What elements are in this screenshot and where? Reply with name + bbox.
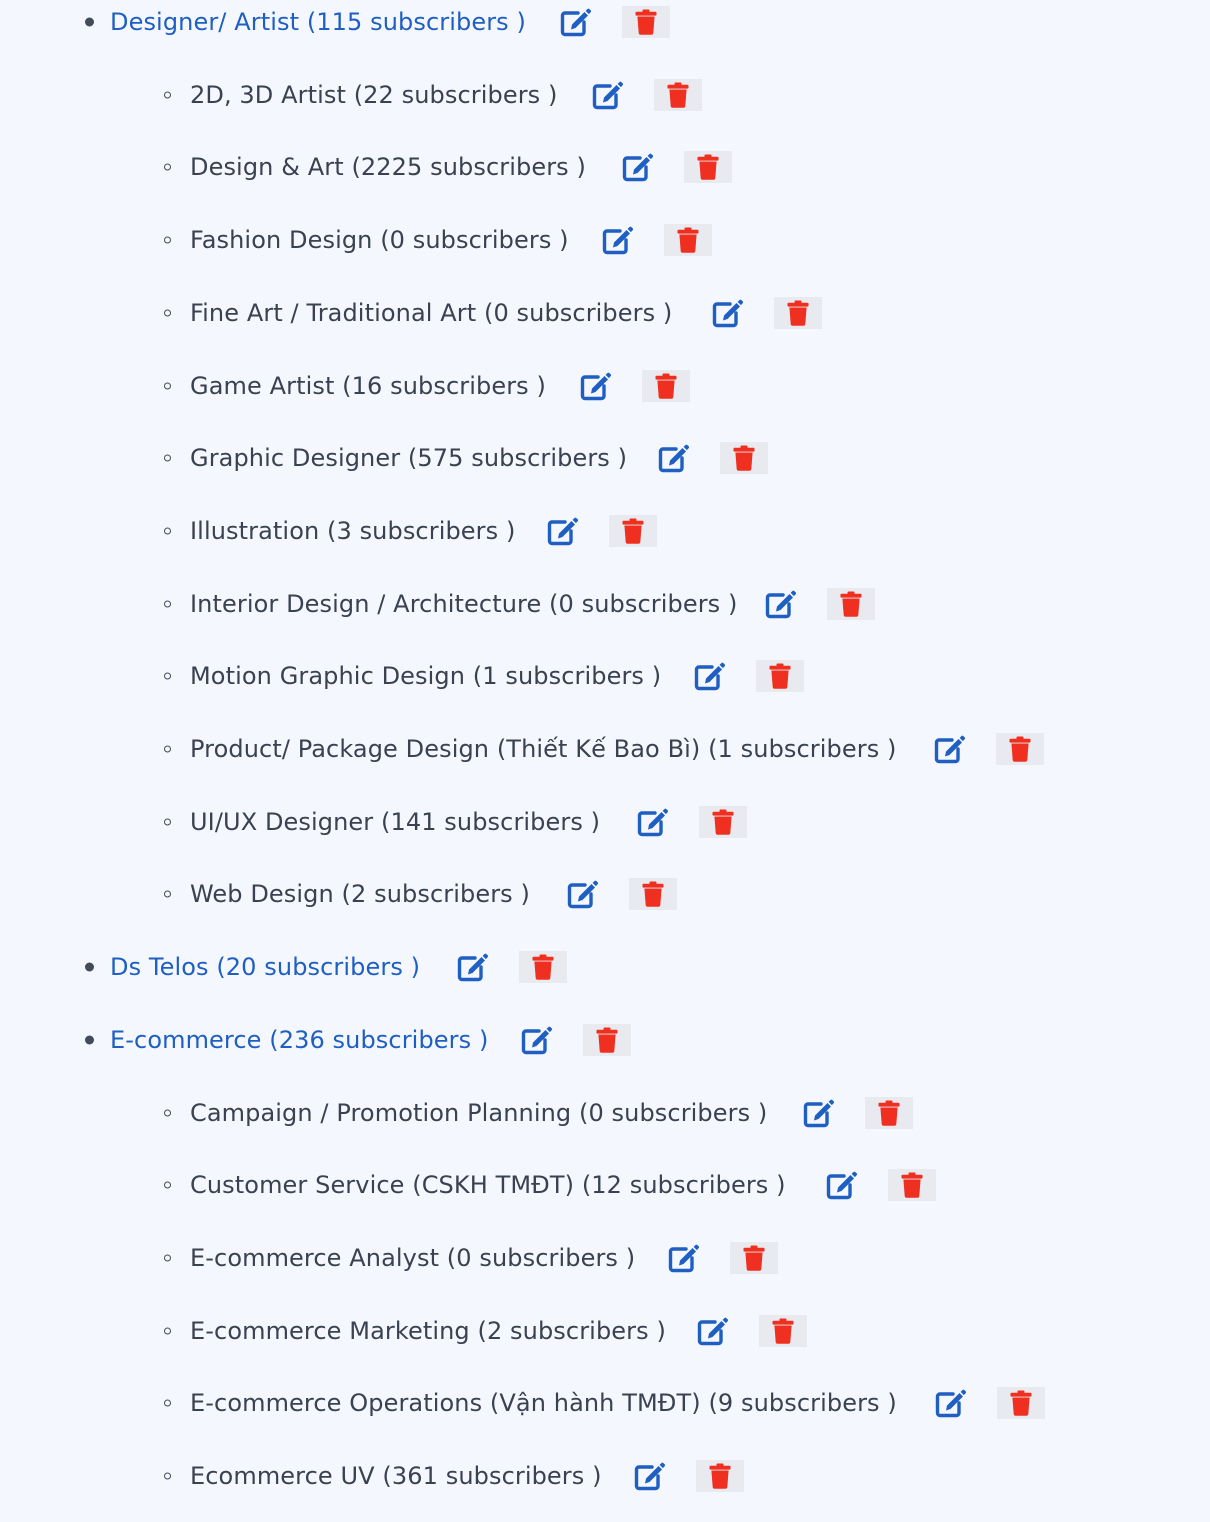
bullet-icon bbox=[164, 673, 171, 680]
subcategory-item bbox=[0, 727, 1210, 771]
bullet-icon bbox=[85, 18, 94, 27]
subcategory-label: Product/ Package Design (Thiết Kế Bao Bì) (1 subscribers ) bbox=[190, 735, 897, 763]
delete-button[interactable] bbox=[654, 79, 702, 111]
subcategory-label: UI/UX Designer (141 subscribers ) bbox=[190, 807, 601, 836]
delete-button[interactable] bbox=[827, 588, 875, 620]
edit-icon bbox=[825, 1170, 857, 1200]
edit-button[interactable] bbox=[590, 78, 624, 112]
edit-button[interactable] bbox=[801, 1096, 835, 1130]
edit-button[interactable] bbox=[620, 150, 654, 184]
bullet-icon bbox=[164, 600, 171, 607]
edit-icon bbox=[456, 952, 488, 982]
row-actions bbox=[600, 223, 712, 257]
edit-button[interactable] bbox=[656, 441, 690, 475]
delete-button[interactable] bbox=[519, 951, 567, 983]
delete-button[interactable] bbox=[664, 224, 712, 256]
subcategory-item bbox=[0, 654, 1210, 698]
subcategory-item bbox=[0, 364, 1210, 408]
subcategory-label: Graphic Designer (575 subscribers ) bbox=[190, 444, 628, 473]
trash-icon bbox=[787, 300, 809, 326]
edit-icon bbox=[566, 879, 598, 909]
trash-icon bbox=[622, 518, 644, 544]
bullet-icon bbox=[164, 1327, 171, 1334]
row-actions bbox=[666, 1241, 778, 1275]
subcategory-item bbox=[0, 800, 1210, 844]
subcategory-label: Game Artist (16 subscribers ) bbox=[190, 371, 546, 400]
subcategory-item bbox=[0, 1309, 1210, 1353]
row-actions bbox=[824, 1168, 936, 1202]
edit-button[interactable] bbox=[600, 223, 634, 257]
edit-icon bbox=[802, 1098, 834, 1128]
subcategory-item bbox=[0, 1163, 1210, 1207]
edit-icon bbox=[934, 1388, 966, 1418]
subcategory-item bbox=[0, 582, 1210, 626]
subcategory-label: E-commerce Analyst (0 subscribers ) bbox=[190, 1243, 636, 1272]
edit-button[interactable] bbox=[692, 659, 726, 693]
bullet-icon bbox=[164, 91, 171, 98]
edit-icon bbox=[546, 516, 578, 546]
edit-icon bbox=[559, 7, 591, 37]
edit-icon bbox=[693, 661, 725, 691]
edit-icon bbox=[696, 1316, 728, 1346]
subcategory-item bbox=[0, 872, 1210, 916]
subcategory-label: Fine Art / Traditional Art (0 subscribers ) bbox=[190, 298, 673, 327]
trash-icon bbox=[1010, 1390, 1032, 1416]
subcategory-item bbox=[0, 218, 1210, 262]
delete-button[interactable] bbox=[888, 1169, 936, 1201]
trash-icon bbox=[769, 663, 791, 689]
delete-button[interactable] bbox=[696, 1460, 744, 1492]
subcategory-label: Design & Art (2225 subscribers ) bbox=[190, 153, 586, 182]
trash-icon bbox=[677, 227, 699, 253]
edit-button[interactable] bbox=[455, 950, 489, 984]
delete-button[interactable] bbox=[730, 1242, 778, 1274]
trash-icon bbox=[772, 1318, 794, 1344]
subcategory-label: Fashion Design (0 subscribers ) bbox=[190, 226, 569, 255]
delete-button[interactable] bbox=[996, 733, 1044, 765]
bullet-icon bbox=[164, 1109, 171, 1116]
subcategory-item bbox=[0, 73, 1210, 117]
delete-button[interactable] bbox=[699, 806, 747, 838]
edit-icon bbox=[933, 734, 965, 764]
category-item bbox=[0, 0, 1210, 44]
delete-button[interactable] bbox=[684, 151, 732, 183]
edit-button[interactable] bbox=[632, 1459, 666, 1493]
row-actions bbox=[565, 877, 677, 911]
trash-icon bbox=[532, 954, 554, 980]
bullet-icon bbox=[164, 891, 171, 898]
bullet-icon bbox=[85, 963, 94, 972]
trash-icon bbox=[655, 373, 677, 399]
trash-icon bbox=[667, 82, 689, 108]
bullet-icon bbox=[85, 1035, 94, 1044]
subcategory-label: 2D, 3D Artist (22 subscribers ) bbox=[190, 80, 558, 109]
subcategory-label: Ecommerce UV (361 subscribers ) bbox=[190, 1462, 602, 1490]
bullet-icon bbox=[164, 746, 171, 753]
row-actions bbox=[558, 5, 670, 39]
subcategory-item bbox=[0, 1091, 1210, 1135]
delete-button[interactable] bbox=[583, 1024, 631, 1056]
edit-button[interactable] bbox=[695, 1314, 729, 1348]
subcategory-item bbox=[0, 1236, 1210, 1280]
delete-button[interactable] bbox=[622, 6, 670, 38]
bullet-icon bbox=[164, 1254, 171, 1261]
category-link[interactable]: Ds Telos (20 subscribers ) bbox=[110, 953, 421, 982]
bullet-icon bbox=[164, 382, 171, 389]
bullet-icon bbox=[164, 1400, 171, 1407]
edit-button[interactable] bbox=[519, 1023, 553, 1057]
subcategory-item bbox=[0, 1454, 1210, 1498]
bullet-icon bbox=[164, 237, 171, 244]
row-actions bbox=[763, 587, 875, 621]
trash-icon bbox=[642, 881, 664, 907]
category-item bbox=[0, 1018, 1210, 1062]
delete-button[interactable] bbox=[756, 660, 804, 692]
row-actions bbox=[801, 1096, 913, 1130]
row-actions bbox=[632, 1459, 744, 1493]
edit-icon bbox=[657, 443, 689, 473]
subcategory-label: Motion Graphic Design (1 subscribers ) bbox=[190, 662, 662, 691]
trash-icon bbox=[733, 445, 755, 471]
subcategory-item bbox=[0, 1381, 1210, 1425]
edit-icon bbox=[711, 298, 743, 328]
trash-icon bbox=[878, 1100, 900, 1126]
subcategory-label: Illustration (3 subscribers ) bbox=[190, 516, 516, 545]
bullet-icon bbox=[164, 1182, 171, 1189]
delete-button[interactable] bbox=[609, 515, 657, 547]
bullet-icon bbox=[164, 527, 171, 534]
trash-icon bbox=[635, 9, 657, 35]
trash-icon bbox=[712, 809, 734, 835]
edit-button[interactable] bbox=[933, 1386, 967, 1420]
subcategory-item bbox=[0, 145, 1210, 189]
row-actions bbox=[932, 732, 1044, 766]
subcategory-label: Web Design (2 subscribers ) bbox=[190, 880, 530, 909]
trash-icon bbox=[709, 1463, 731, 1489]
edit-icon bbox=[633, 1461, 665, 1491]
subcategory-label: Interior Design / Architecture (0 subscribers ) bbox=[190, 589, 738, 618]
delete-button[interactable] bbox=[759, 1315, 807, 1347]
edit-icon bbox=[621, 152, 653, 182]
category-link[interactable]: E-commerce (236 subscribers ) bbox=[110, 1025, 489, 1054]
subcategory-label: E-commerce Marketing (2 subscribers ) bbox=[190, 1316, 666, 1345]
bullet-icon bbox=[164, 1473, 171, 1480]
subcategory-item bbox=[0, 291, 1210, 335]
edit-icon bbox=[520, 1025, 552, 1055]
edit-button[interactable] bbox=[763, 587, 797, 621]
edit-button[interactable] bbox=[558, 5, 592, 39]
edit-icon bbox=[601, 225, 633, 255]
edit-icon bbox=[636, 807, 668, 837]
bullet-icon bbox=[164, 455, 171, 462]
edit-button[interactable] bbox=[710, 296, 744, 330]
delete-button[interactable] bbox=[720, 442, 768, 474]
row-actions bbox=[933, 1386, 1045, 1420]
category-link[interactable]: Designer/ Artist (115 subscribers ) bbox=[110, 8, 526, 36]
edit-button[interactable] bbox=[565, 877, 599, 911]
edit-icon bbox=[591, 80, 623, 110]
edit-button[interactable] bbox=[578, 369, 612, 403]
edit-button[interactable] bbox=[824, 1168, 858, 1202]
bullet-icon bbox=[164, 309, 171, 316]
row-actions bbox=[692, 659, 804, 693]
edit-button[interactable] bbox=[635, 805, 669, 839]
subcategory-item bbox=[0, 509, 1210, 553]
trash-icon bbox=[901, 1172, 923, 1198]
subcategory-label: Campaign / Promotion Planning (0 subscribers ) bbox=[190, 1098, 768, 1127]
delete-button[interactable] bbox=[629, 878, 677, 910]
row-actions bbox=[710, 296, 822, 330]
subcategory-label: Customer Service (CSKH TMĐT) (12 subscribers ) bbox=[190, 1171, 786, 1200]
row-actions bbox=[455, 950, 567, 984]
subcategory-label: E-commerce Operations (Vận hành TMĐT) (9 subscribers ) bbox=[190, 1389, 897, 1418]
row-actions bbox=[519, 1023, 631, 1057]
category-item bbox=[0, 945, 1210, 989]
edit-button[interactable] bbox=[545, 514, 579, 548]
delete-button[interactable] bbox=[865, 1097, 913, 1129]
edit-icon bbox=[667, 1243, 699, 1273]
trash-icon bbox=[1009, 736, 1031, 762]
delete-button[interactable] bbox=[774, 297, 822, 329]
bullet-icon bbox=[164, 818, 171, 825]
trash-icon bbox=[697, 154, 719, 180]
edit-button[interactable] bbox=[932, 732, 966, 766]
edit-icon bbox=[579, 371, 611, 401]
edit-button[interactable] bbox=[666, 1241, 700, 1275]
row-actions bbox=[590, 78, 702, 112]
delete-button[interactable] bbox=[997, 1387, 1045, 1419]
trash-icon bbox=[743, 1245, 765, 1271]
delete-button[interactable] bbox=[642, 370, 690, 402]
row-actions bbox=[656, 441, 768, 475]
row-actions bbox=[695, 1314, 807, 1348]
row-actions bbox=[620, 150, 732, 184]
trash-icon bbox=[596, 1027, 618, 1053]
edit-icon bbox=[764, 589, 796, 619]
trash-icon bbox=[840, 591, 862, 617]
bullet-icon bbox=[164, 164, 171, 171]
row-actions bbox=[635, 805, 747, 839]
row-actions bbox=[545, 514, 657, 548]
row-actions bbox=[578, 369, 690, 403]
subcategory-item bbox=[0, 436, 1210, 480]
